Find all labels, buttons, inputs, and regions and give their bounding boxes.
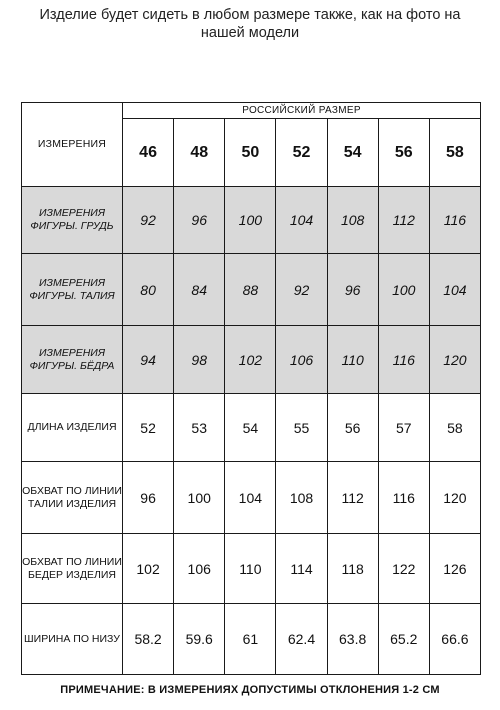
table-cell: 57	[378, 394, 429, 462]
table-cell: 63.8	[327, 604, 378, 675]
table-cell: 84	[174, 254, 225, 326]
table-cell: 122	[378, 534, 429, 604]
table-cell: 65.2	[378, 604, 429, 675]
table-cell: 59.6	[174, 604, 225, 675]
table-cell: 62.4	[276, 604, 327, 675]
table-cell: 92	[276, 254, 327, 326]
region-size-header: РОССИЙСКИЙ РАЗМЕР	[123, 103, 481, 119]
row-label: ОБХВАТ ПО ЛИНИИ БЕДЕР ИЗДЕЛИЯ	[22, 534, 123, 604]
measurements-header: ИЗМЕРЕНИЯ	[22, 103, 123, 187]
row-label: ДЛИНА ИЗДЕЛИЯ	[22, 394, 123, 462]
table-cell: 116	[378, 462, 429, 534]
table-cell: 61	[225, 604, 276, 675]
size-header: 56	[378, 119, 429, 187]
table-cell: 116	[378, 326, 429, 394]
table-cell: 100	[378, 254, 429, 326]
table-cell: 94	[123, 326, 174, 394]
size-header: 48	[174, 119, 225, 187]
table-cell: 92	[123, 187, 174, 254]
table-cell: 106	[276, 326, 327, 394]
table-cell: 96	[123, 462, 174, 534]
size-header: 50	[225, 119, 276, 187]
intro-line-2: нашей модели	[200, 25, 300, 41]
table-cell: 52	[123, 394, 174, 462]
size-header: 46	[123, 119, 174, 187]
size-header: 52	[276, 119, 327, 187]
intro-line-1: Изделие будет сидеть в любом размере также, как на фото на	[39, 7, 461, 23]
table-cell: 110	[327, 326, 378, 394]
table-cell: 96	[174, 187, 225, 254]
table-cell: 58	[429, 394, 480, 462]
table-cell: 104	[429, 254, 480, 326]
row-label: ИЗМЕРЕНИЯ ФИГУРЫ. ГРУДЬ	[22, 187, 123, 254]
table-row-hips	[22, 326, 481, 394]
table-cell: 66.6	[429, 604, 480, 675]
table-cell: 118	[327, 534, 378, 604]
table-cell: 102	[123, 534, 174, 604]
table-row-length	[22, 394, 481, 462]
table-cell: 100	[174, 462, 225, 534]
table-cell: 110	[225, 534, 276, 604]
table-cell: 126	[429, 534, 480, 604]
table-cell: 100	[225, 187, 276, 254]
intro-text	[0, 6, 500, 42]
row-label: ОБХВАТ ПО ЛИНИИ ТАЛИИ ИЗДЕЛИЯ	[22, 462, 123, 534]
size-chart-table	[21, 102, 481, 675]
table-cell: 112	[378, 187, 429, 254]
table-cell: 58.2	[123, 604, 174, 675]
row-label: ШИРИНА ПО НИЗУ	[22, 604, 123, 675]
size-header: 58	[429, 119, 480, 187]
table-cell: 114	[276, 534, 327, 604]
table-cell: 120	[429, 462, 480, 534]
table-cell: 98	[174, 326, 225, 394]
table-cell: 108	[327, 187, 378, 254]
table-row-waist-girth	[22, 462, 481, 534]
table-cell: 53	[174, 394, 225, 462]
row-label: ИЗМЕРЕНИЯ ФИГУРЫ. БЁДРА	[22, 326, 123, 394]
table-cell: 116	[429, 187, 480, 254]
table-cell: 96	[327, 254, 378, 326]
table-row-hem-width	[22, 604, 481, 675]
size-header: 54	[327, 119, 378, 187]
table-cell: 54	[225, 394, 276, 462]
table-cell: 102	[225, 326, 276, 394]
table-cell: 80	[123, 254, 174, 326]
table-row-hip-girth	[22, 534, 481, 604]
table-cell: 106	[174, 534, 225, 604]
table-cell: 56	[327, 394, 378, 462]
table-cell: 55	[276, 394, 327, 462]
row-label: ИЗМЕРЕНИЯ ФИГУРЫ. ТАЛИЯ	[22, 254, 123, 326]
table-cell: 112	[327, 462, 378, 534]
table-cell: 120	[429, 326, 480, 394]
table-cell: 104	[225, 462, 276, 534]
footnote: ПРИМЕЧАНИЕ: В ИЗМЕРЕНИЯХ ДОПУСТИМЫ ОТКЛОНЕНИЯ 1-2 СМ	[60, 684, 440, 696]
table-row-waist	[22, 254, 481, 326]
table-cell: 108	[276, 462, 327, 534]
table-row-chest	[22, 187, 481, 254]
table-cell: 88	[225, 254, 276, 326]
table-cell: 104	[276, 187, 327, 254]
